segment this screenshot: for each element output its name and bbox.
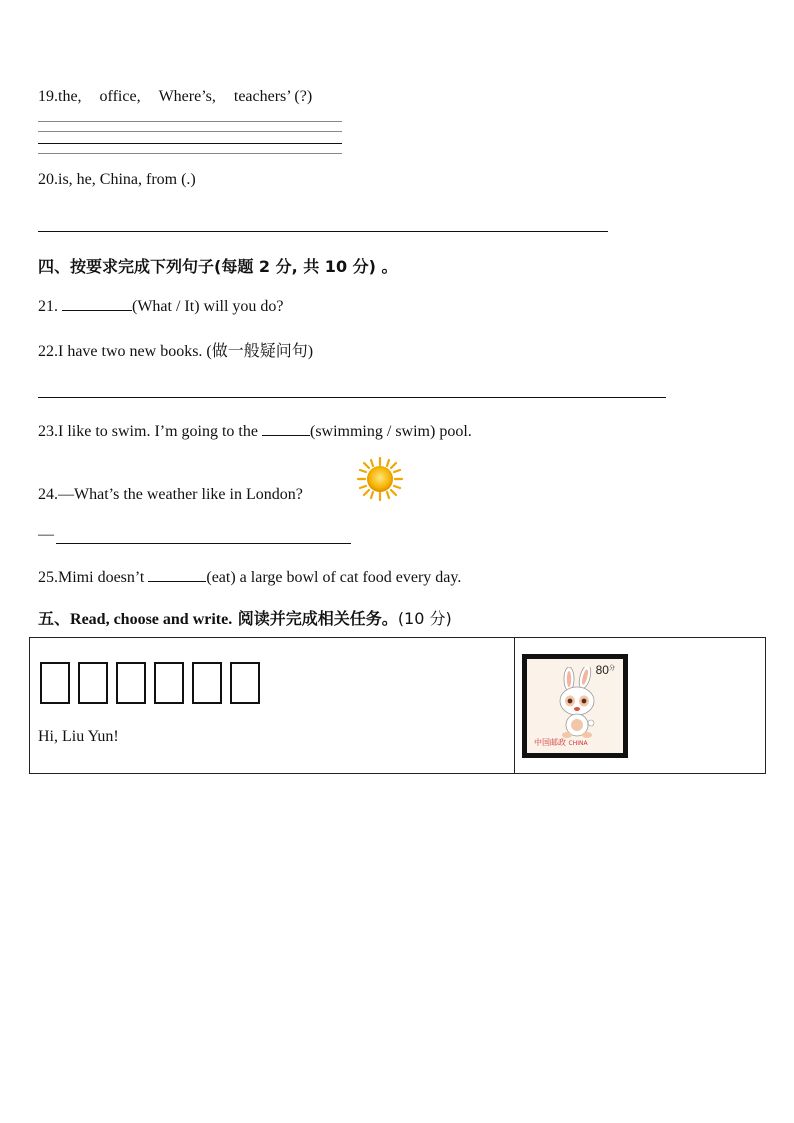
question-25 <box>38 567 461 587</box>
question-text: (What / It) will you do? <box>132 298 284 315</box>
table-divider <box>514 637 515 774</box>
question-text-after: (swimming / swim) pool. <box>309 423 472 440</box>
word-2: office, <box>99 88 141 105</box>
question-23 <box>38 421 472 441</box>
question-number: 19. <box>38 88 58 105</box>
section-5-english: Read, choose and write. <box>70 611 233 628</box>
letter-greeting: Hi, Liu Yun! <box>38 728 119 745</box>
answer-line-22[interactable] <box>38 397 666 398</box>
question-number: 23. <box>38 423 58 440</box>
letter-table <box>29 637 766 774</box>
stamp-value: $80^分$ <box>595 663 615 677</box>
question-22 <box>38 338 313 361</box>
answer-dash: — <box>38 526 54 543</box>
question-20 <box>38 171 196 189</box>
blank-21[interactable] <box>62 296 132 311</box>
question-number: 25. <box>38 569 58 586</box>
stamp-issuer: 中国邮政 CHINA <box>534 738 588 747</box>
question-21 <box>38 296 284 316</box>
char-box[interactable] <box>40 662 70 704</box>
question-text-before: I like to swim. I’m going to the <box>58 423 262 440</box>
question-text: —What’s the weather like in London? <box>58 486 303 503</box>
word-4: teachers’ (?) <box>233 88 313 105</box>
section-5-points: (10 分) <box>397 609 452 628</box>
stamp-face <box>527 659 623 753</box>
question-24 <box>38 486 303 504</box>
blank-25[interactable] <box>148 567 206 582</box>
question-text-before: Mimi doesn’t <box>58 569 149 586</box>
word-1: the, <box>58 88 82 105</box>
section-5-chinese: 阅读并完成相关任务。 <box>232 609 398 628</box>
section-4-title: 四、按要求完成下列句子(每题 2 分, 共 10 分) 。 <box>38 257 398 276</box>
question-number: 22. <box>38 343 58 360</box>
question-number: 20. <box>38 171 58 188</box>
word-3: Where’s, <box>158 88 216 105</box>
char-box[interactable] <box>154 662 184 704</box>
rabbit-icon <box>547 667 609 741</box>
stamp <box>522 654 628 758</box>
answer-line-24[interactable] <box>56 543 351 544</box>
question-text: is, he, China, from (.) <box>58 171 196 188</box>
sun-icon <box>356 456 404 502</box>
answer-24 <box>38 526 54 544</box>
question-text-after: (eat) a large bowl of cat food every day. <box>206 569 462 586</box>
answer-line-20[interactable] <box>38 231 608 232</box>
question-number: 21. <box>38 298 58 315</box>
question-19 <box>38 88 312 106</box>
blank-23[interactable] <box>262 421 310 436</box>
char-box[interactable] <box>78 662 108 704</box>
section-5-title: 五、Read, choose and write. 阅读并完成相关任务。(10 分) <box>38 609 452 628</box>
char-box[interactable] <box>116 662 146 704</box>
char-box[interactable] <box>192 662 222 704</box>
question-number: 24. <box>38 486 58 503</box>
question-text: I have two new books. (做一般疑问句) <box>58 343 314 360</box>
char-box[interactable] <box>230 662 260 704</box>
